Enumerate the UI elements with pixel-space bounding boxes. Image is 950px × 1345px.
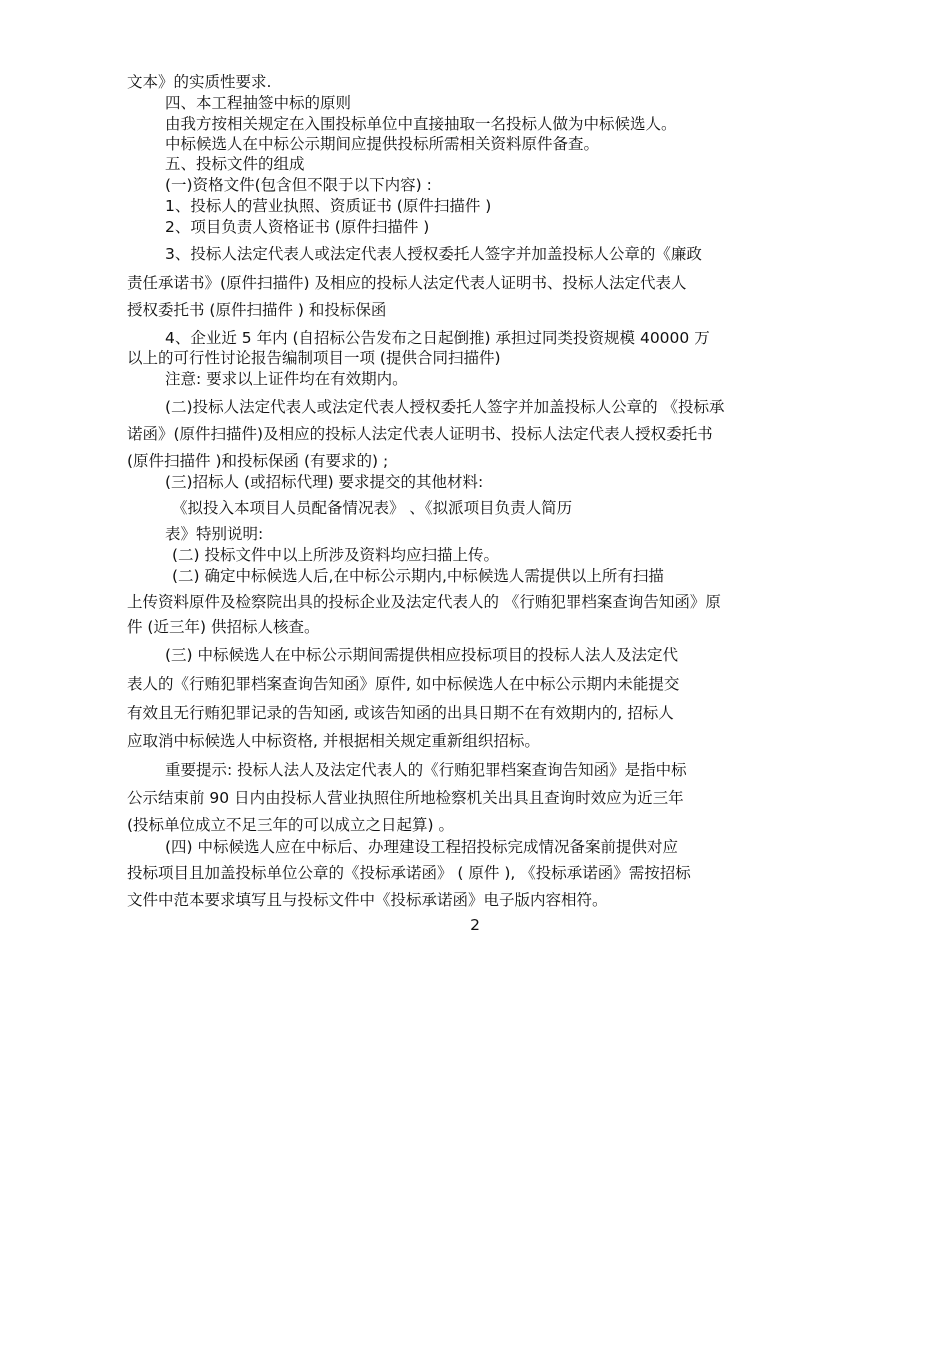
text-line: (三)招标人 (或招标代理) 要求提交的其他材料: (165, 473, 484, 491)
text-line: (二) 确定中标候选人后,在中标公示期内,中标候选人需提供以上所有扫描 (172, 567, 664, 585)
text-line: (三) 中标候选人在中标公示期间需提供相应投标项目的投标人法人及法定代 (165, 646, 679, 664)
page-number: 2 (470, 916, 480, 934)
section-heading: 四、本工程抽签中标的原则 (165, 94, 352, 112)
text-line: (原件扫描件 )和投标保函 (有要求的) ; (127, 452, 389, 470)
text-line: 文本》的实质性要求. (127, 73, 272, 91)
important-note: 重要提示: 投标人法人及法定代表人的《行贿犯罪档案查询告知函》是指中标 (165, 761, 687, 779)
text-line: 授权委托书 (原件扫描件 ) 和投标保函 (127, 301, 387, 319)
text-line: (一)资格文件(包含但不限于以下内容) : (165, 176, 432, 194)
text-line: 诺函》(原件扫描件)及相应的投标人法定代表人证明书、投标人法定代表人授权委托书 (127, 425, 713, 443)
list-item: 3、投标人法定代表人或法定代表人授权委托人签字并加盖投标人公章的《廉政 (165, 245, 702, 263)
section-heading: 五、投标文件的组成 (165, 155, 305, 173)
list-item: 4、企业近 5 年内 (自招标公告发布之日起倒推) 承担过同类投资规模 40000 万 (165, 329, 710, 347)
text-line: 文件中范本要求填写且与投标文件中《投标承诺函》电子版内容相符。 (127, 891, 608, 909)
text-line: (投标单位成立不足三年的可以成立之日起算) 。 (127, 816, 455, 834)
text-line: 《拟投入本项目人员配备情况表》 、《拟派项目负责人简历 (172, 499, 573, 517)
note-line: 注意: 要求以上证件均在有效期内。 (165, 370, 408, 388)
text-line: 应取消中标候选人中标资格, 并根据相关规定重新组织招标。 (127, 732, 540, 750)
text-line: 上传资料原件及检察院出具的投标企业及法定代表人的 《行贿犯罪档案查询告知函》原 (127, 593, 721, 611)
text-line: 公示结束前 90 日内由投标人营业执照住所地检察机关出具且查询时效应为近三年 (127, 789, 684, 807)
text-line: 责任承诺书》(原件扫描件) 及相应的投标人法定代表人证明书、投标人法定代表人 (127, 274, 687, 292)
text-line: 表人的《行贿犯罪档案查询告知函》原件, 如中标候选人在中标公示期内未能提交 (127, 675, 680, 693)
text-line: (二)投标人法定代表人或法定代表人授权委托人签字并加盖投标人公章的 《投标承 (165, 398, 725, 416)
text-line: (二) 投标文件中以上所涉及资料均应扫描上传。 (172, 546, 500, 564)
text-line: 以上的可行性讨论报告编制项目一项 (提供合同扫描件) (127, 349, 501, 367)
text-line: 表》特别说明: (165, 525, 264, 543)
list-item: 1、投标人的营业执照、资质证书 (原件扫描件 ) (165, 197, 492, 215)
text-line: 由我方按相关规定在入围投标单位中直接抽取一名投标人做为中标候选人。 (165, 115, 677, 133)
list-item: 2、项目负责人资格证书 (原件扫描件 ) (165, 218, 430, 236)
text-line: 有效且无行贿犯罪记录的告知函, 或该告知函的出具日期不在有效期内的, 招标人 (127, 704, 674, 722)
text-line: 件 (近三年) 供招标人核查。 (127, 618, 320, 636)
text-line: (四) 中标候选人应在中标后、办理建设工程招投标完成情况备案前提供对应 (165, 838, 679, 856)
text-line: 投标项目且加盖投标单位公章的《投标承诺函》 ( 原件 ), 《投标承诺函》需按招标 (127, 864, 691, 882)
text-line: 中标候选人在中标公示期间应提供投标所需相关资料原件备查。 (165, 135, 600, 153)
